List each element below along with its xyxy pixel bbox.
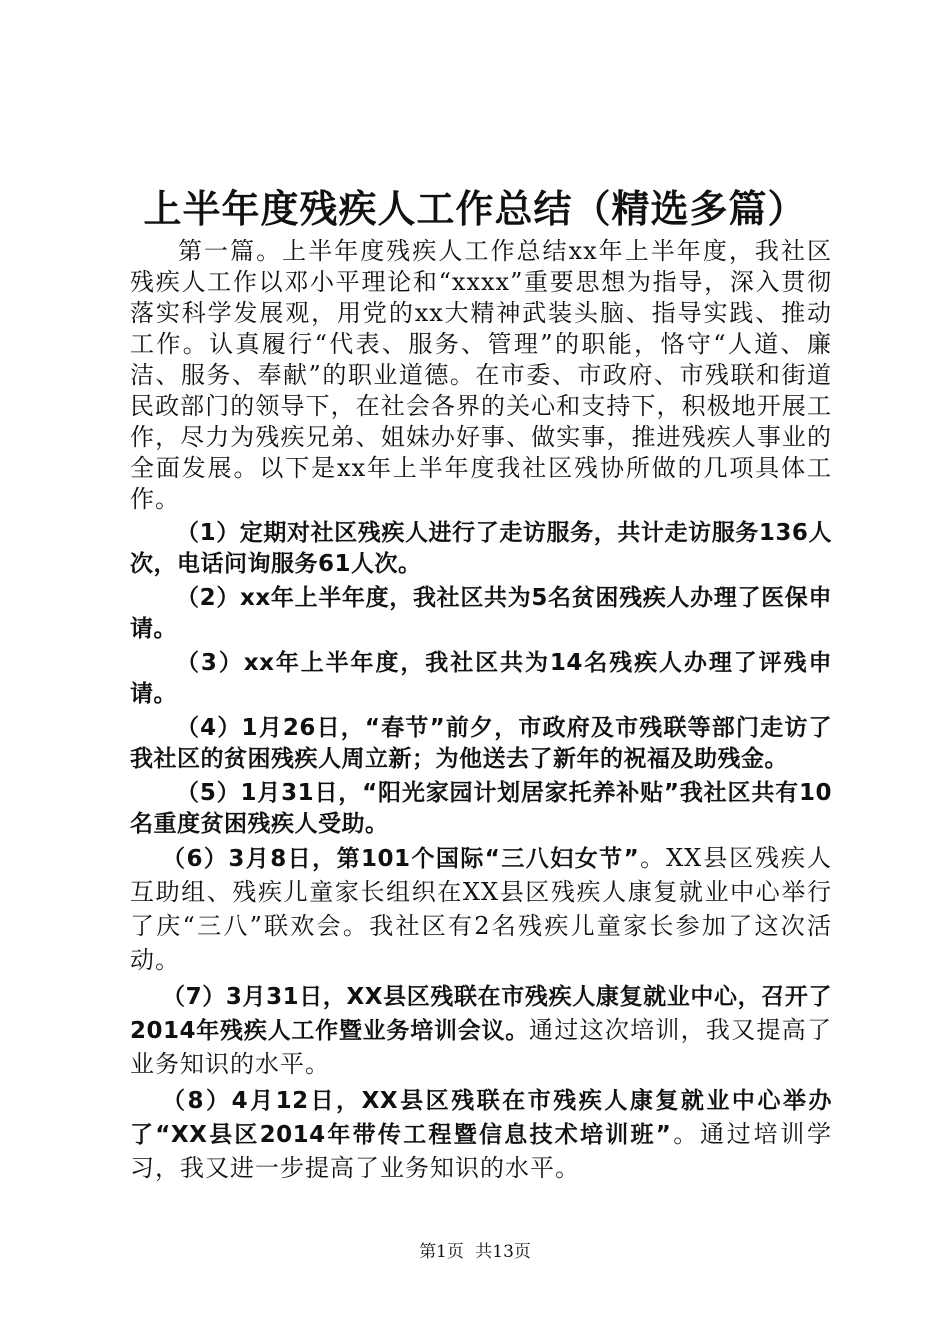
page-number-current: 第1页 xyxy=(419,1242,464,1262)
list-item-6 xyxy=(130,843,832,979)
list-item-8-normal: 。通过培训学习，我又进一步提高了业务知识的水平。 xyxy=(130,1120,833,1182)
list-item-6-bold: （6）3月8日，第101个国际“三八妇女节” xyxy=(162,846,640,872)
page-number-total: 共13页 xyxy=(475,1242,531,1262)
intro-paragraph: 第一篇。上半年度残疾人工作总结xx年上半年度，我社区残疾人工作以邓小平理论和“xxxx”重要思想为指导，深入贯彻落实科学发展观，用党的xx大精神武装头脑、指导实践、推动工作。认真履行“代表、服务、管理”的职能，恪守“人道、廉洁、服务、奉献”的职业道德。在市委、市政府、市残联和街道民政部门的领导下，在社会各界的关心和支持下，积极地开展工作，尽力为残疾兄弟、姐妹办好事、做实事，推进残疾人事业的全面发展。以下是xx年上半年度我社区残协所做的几项具体工作。 xyxy=(130,237,832,513)
list-item-7-normal: 通过这次培训，我又提高了业务知识的水平。 xyxy=(130,1016,833,1078)
document-body xyxy=(130,236,832,1187)
list-item-6-normal: 。XX县区残疾人互助组、残疾儿童家长组织在XX县区残疾人康复就业中心举行了庆“三八”联欢会。我社区有2名残疾儿童家长参加了这次活动。 xyxy=(130,844,832,974)
list-item-3: （3）xx年上半年度，我社区共为14名残疾人办理了评残申请。 xyxy=(130,650,832,707)
list-item-7 xyxy=(130,982,832,1083)
list-item-8-bold: （8）4月12日，XX县区残联在市残疾人康复就业中心举办了“XX县区2014年带传工程暨信息技术培训班” xyxy=(130,1088,832,1148)
page-footer xyxy=(0,1240,950,1264)
list-item-7-bold: （7）3月31日，XX县区残联在市残疾人康复就业中心，召开了2014年残疾人工作暨业务培训会议。 xyxy=(130,984,832,1044)
list-item-8 xyxy=(130,1086,832,1187)
list-item-2: （2）xx年上半年度，我社区共为5名贫困残疾人办理了医保申请。 xyxy=(130,585,832,642)
list-item-5: （5）1月31日，“阳光家园计划居家托养补贴”我社区共有10名重度贫困残疾人受助。 xyxy=(130,780,832,837)
list-item-1: （1）定期对社区残疾人进行了走访服务，共计走访服务136人次，电话问询服务61人次。 xyxy=(130,520,832,577)
list-item-4: （4）1月26日，“春节”前夕，市政府及市残联等部门走访了我社区的贫困残疾人周立新；为他送去了新年的祝福及助残金。 xyxy=(130,715,832,772)
document-title: 上半年度残疾人工作总结（精选多篇） xyxy=(143,186,807,231)
